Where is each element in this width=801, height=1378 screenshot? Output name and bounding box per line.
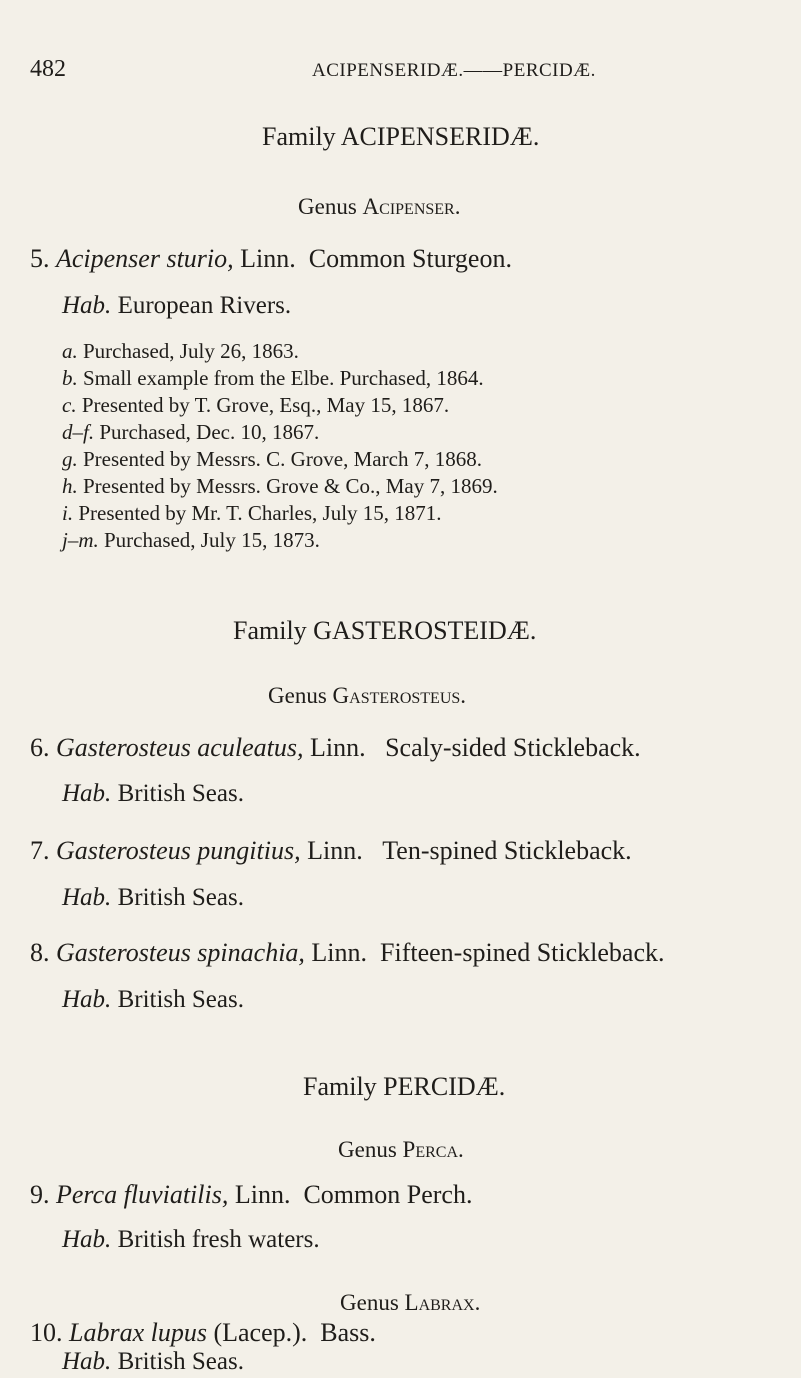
habitat-label: Hab. (62, 884, 112, 911)
specimen-letter: h. (62, 474, 78, 498)
genus-heading (338, 1137, 464, 1163)
genus-heading (340, 1290, 480, 1316)
habitat-text: British Seas. (111, 884, 244, 911)
species-name: Labrax lupus (69, 1318, 207, 1347)
specimen-text: Presented by Mr. T. Charles, July 15, 1871. (73, 501, 442, 525)
species-entry-line (30, 244, 512, 274)
species-authority: (Lacep.). (206, 1318, 308, 1347)
specimen-text: Presented by Messrs. Grove & Co., May 7, 1869. (77, 474, 498, 498)
species-name: Acipenser sturio, (56, 244, 234, 273)
specimen-text: Purchased, Dec. 10, 1867. (94, 420, 320, 444)
specimen-letter: g. (62, 447, 78, 471)
specimen-letter: b. (62, 366, 78, 390)
entry-number: 8. (30, 938, 50, 967)
genus-name: Perca. (402, 1137, 464, 1162)
genus-heading (298, 194, 460, 220)
habitat-line (62, 1226, 320, 1254)
species-authority: Linn. (303, 733, 366, 762)
species-authority: Linn. (304, 938, 368, 967)
specimen-line (62, 501, 442, 526)
specimen-line (62, 474, 498, 499)
specimen-text: Purchased, July 26, 1863. (77, 339, 299, 363)
page-number: 482 (30, 56, 66, 82)
common-name: Scaly-sided Stickleback. (385, 733, 641, 762)
genus-prefix: Genus (338, 1137, 403, 1162)
family-heading: Family PERCIDÆ. (303, 1072, 506, 1101)
entry-number: 5. (30, 244, 50, 273)
specimen-line (62, 393, 449, 418)
specimen-letter: i. (62, 501, 74, 525)
species-authority: Linn. (300, 836, 363, 865)
specimen-text: Presented by T. Grove, Esq., May 15, 1867. (76, 393, 450, 417)
common-name: Common Sturgeon. (308, 244, 512, 273)
specimen-letter: a. (62, 339, 78, 363)
family-heading: Family ACIPENSERIDÆ. (262, 122, 540, 151)
species-name: Gasterosteus pungitius, (56, 836, 301, 865)
specimen-line (62, 420, 319, 445)
common-name: Bass. (320, 1318, 376, 1347)
species-name: Gasterosteus spinachia, (56, 938, 305, 967)
genus-name: Labrax. (404, 1290, 481, 1315)
habitat-label: Hab. (62, 986, 112, 1013)
specimen-letter: c. (62, 393, 77, 417)
habitat-text: British Seas. (111, 986, 244, 1013)
habitat-label: Hab. (62, 1348, 112, 1375)
specimen-line (62, 339, 299, 364)
species-authority: Linn. (228, 1180, 291, 1209)
genus-name: Gasterosteus. (332, 683, 467, 708)
habitat-line (62, 884, 244, 912)
habitat-label: Hab. (62, 780, 112, 807)
entry-number: 7. (30, 836, 50, 865)
genus-heading (268, 683, 466, 709)
entry-number: 9. (30, 1180, 50, 1209)
habitat-label: Hab. (62, 1226, 112, 1253)
habitat-label: Hab. (62, 292, 112, 319)
entry-number: 10. (30, 1318, 63, 1347)
habitat-text: European Rivers. (111, 292, 292, 319)
habitat-line (62, 780, 244, 808)
common-name: Fifteen-spined Stickleback. (380, 938, 665, 967)
common-name: Ten-spined Stickleback. (382, 836, 632, 865)
entry-number: 6. (30, 733, 50, 762)
habitat-line (62, 1348, 244, 1376)
habitat-line (62, 986, 244, 1014)
species-entry-line (30, 1318, 376, 1348)
species-entry-line (30, 733, 641, 763)
species-entry-line (30, 836, 632, 866)
specimen-letter: j–m. (62, 528, 99, 552)
specimen-text: Purchased, July 15, 1873. (98, 528, 320, 552)
genus-prefix: Genus (298, 194, 363, 219)
running-head: ACIPENSERIDÆ.——PERCIDÆ. (312, 60, 596, 81)
genus-prefix: Genus (268, 683, 333, 708)
species-name: Perca fluviatilis, (56, 1180, 229, 1209)
habitat-text: British fresh waters. (111, 1226, 320, 1253)
specimen-letter: d–f. (62, 420, 95, 444)
genus-name: Acipenser. (362, 194, 461, 219)
species-name: Gasterosteus aculeatus, (56, 733, 304, 762)
habitat-text: British Seas. (111, 1348, 244, 1375)
species-authority: Linn. (233, 244, 296, 273)
family-heading: Family GASTEROSTEIDÆ. (233, 616, 537, 645)
habitat-line (62, 292, 291, 320)
genus-prefix: Genus (340, 1290, 405, 1315)
specimen-line (62, 366, 484, 391)
species-entry-line (30, 938, 665, 968)
specimen-line (62, 528, 320, 553)
species-entry-line (30, 1180, 472, 1210)
specimen-text: Small example from the Elbe. Purchased, 1864. (77, 366, 484, 390)
specimen-text: Presented by Messrs. C. Grove, March 7, 1868. (77, 447, 482, 471)
specimen-line (62, 447, 482, 472)
habitat-text: British Seas. (111, 780, 244, 807)
common-name: Common Perch. (303, 1180, 473, 1209)
